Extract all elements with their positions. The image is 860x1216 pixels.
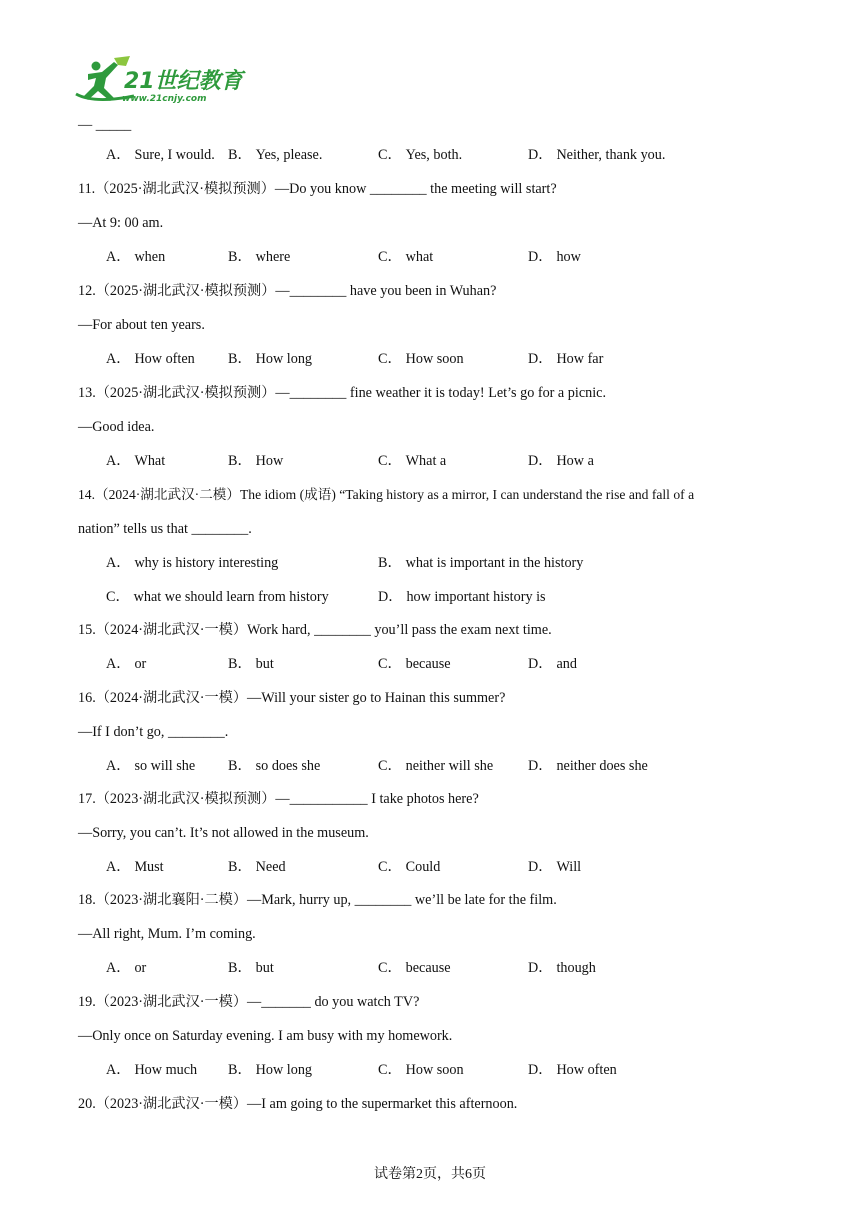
q10-answer-line: — _____ bbox=[78, 117, 132, 133]
q16-option-a: A． so will she bbox=[106, 758, 196, 774]
site-logo bbox=[74, 56, 254, 106]
q16-option-b: B． so does she bbox=[228, 758, 321, 774]
q10-option-d: D． Neither, thank you. bbox=[528, 147, 666, 163]
q12-options bbox=[106, 350, 806, 368]
q14-option-d: D． how important history is bbox=[378, 589, 546, 605]
q10-option-b: B． Yes, please. bbox=[228, 147, 323, 163]
q19-option-b: B． How long bbox=[228, 1062, 313, 1078]
q18-option-c: C． because bbox=[378, 960, 451, 976]
q19-option-a: A． How much bbox=[106, 1062, 198, 1078]
q13-reply: —Good idea. bbox=[78, 419, 155, 435]
q11-options bbox=[106, 248, 806, 266]
logo-sub-text: www.21cnjy.com bbox=[122, 94, 207, 104]
q15-option-b: B． but bbox=[228, 656, 274, 672]
q18-stem: 18.（2023·湖北襄阳·二模）—Mark, hurry up, ________ we’ll be late for the film. bbox=[78, 892, 557, 908]
q14-stem-cont: nation” tells us that ________. bbox=[78, 521, 252, 537]
q14-options-ab bbox=[106, 554, 806, 572]
q19-options bbox=[106, 1061, 806, 1079]
q15-option-d: D． and bbox=[528, 656, 577, 672]
q10-option-a: A． Sure, I would. bbox=[106, 147, 215, 163]
q11-option-d: D． how bbox=[528, 249, 581, 265]
q11-option-a: A． when bbox=[106, 249, 166, 265]
logo-main-text: 21世纪教育 bbox=[124, 69, 243, 94]
q17-option-a: A． Must bbox=[106, 859, 164, 875]
q18-options bbox=[106, 959, 806, 977]
q16-stem: 16.（2024·湖北武汉·一模）—Will your sister go to Hainan this summer? bbox=[78, 690, 506, 706]
q15-stem: 15.（2024·湖北武汉·一模）Work hard, ________ you’ll pass the exam next time. bbox=[78, 622, 552, 638]
q18-option-d: D． though bbox=[528, 960, 596, 976]
q14-stem: 14.（2024·湖北武汉·二模）The idiom (成语) “Taking history as a mirror, I can understand the rise and fall of a bbox=[78, 487, 695, 502]
q15-option-a: A． or bbox=[106, 656, 147, 672]
running-person-icon bbox=[74, 56, 254, 106]
q10-option-c: C． Yes, both. bbox=[378, 147, 463, 163]
q14-options-cd bbox=[106, 588, 806, 606]
q15-options bbox=[106, 655, 806, 673]
q13-option-d: D． How a bbox=[528, 453, 594, 469]
q17-option-d: D． Will bbox=[528, 859, 582, 875]
q13-stem: 13.（2025·湖北武汉·模拟预测）—________ fine weather it is today! Let’s go for a picnic. bbox=[78, 385, 606, 401]
q14-option-b: B． what is important in the history bbox=[378, 555, 584, 571]
q13-option-c: C． What a bbox=[378, 453, 447, 469]
q12-stem: 12.（2025·湖北武汉·模拟预测）—________ have you been in Wuhan? bbox=[78, 283, 497, 299]
q16-options bbox=[106, 757, 806, 775]
q19-reply: —Only once on Saturday evening. I am busy with my homework. bbox=[78, 1028, 453, 1044]
q12-option-d: D． How far bbox=[528, 351, 604, 367]
q13-options bbox=[106, 452, 806, 470]
q11-option-b: B． where bbox=[228, 249, 291, 265]
q19-option-d: D． How often bbox=[528, 1062, 617, 1078]
page-footer: 试卷第2页，共6页 bbox=[374, 1167, 486, 1182]
q13-option-b: B． How bbox=[228, 453, 284, 469]
q15-option-c: C． because bbox=[378, 656, 451, 672]
q19-stem: 19.（2023·湖北武汉·一模）—_______ do you watch TV? bbox=[78, 994, 420, 1010]
q17-stem: 17.（2023·湖北武汉·模拟预测）—___________ I take photos here? bbox=[78, 791, 479, 807]
q18-reply: —All right, Mum. I’m coming. bbox=[78, 926, 256, 942]
q11-option-c: C． what bbox=[378, 249, 434, 265]
q17-option-b: B． Need bbox=[228, 859, 286, 875]
q16-option-d: D． neither does she bbox=[528, 758, 648, 774]
q12-option-b: B． How long bbox=[228, 351, 313, 367]
q10-options bbox=[106, 146, 806, 164]
q12-option-c: C． How soon bbox=[378, 351, 464, 367]
q16-option-c: C． neither will she bbox=[378, 758, 494, 774]
q13-option-a: A． What bbox=[106, 453, 166, 469]
q17-options bbox=[106, 858, 806, 876]
q14-option-c: C． what we should learn from history bbox=[106, 589, 329, 605]
q17-option-c: C． Could bbox=[378, 859, 441, 875]
q19-option-c: C． How soon bbox=[378, 1062, 464, 1078]
q20-stem: 20.（2023·湖北武汉·一模）—I am going to the supermarket this afternoon. bbox=[78, 1096, 518, 1112]
q11-reply: —At 9: 00 am. bbox=[78, 215, 164, 231]
q16-reply: —If I don’t go, ________. bbox=[78, 724, 229, 740]
q12-reply: —For about ten years. bbox=[78, 317, 205, 333]
q11-stem: 11.（2025·湖北武汉·模拟预测）—Do you know ________ the meeting will start? bbox=[78, 181, 557, 197]
q17-reply: —Sorry, you can’t. It’s not allowed in the museum. bbox=[78, 825, 369, 841]
q14-option-a: A． why is history interesting bbox=[106, 555, 279, 571]
q12-option-a: A． How often bbox=[106, 351, 195, 367]
q18-option-a: A． or bbox=[106, 960, 147, 976]
q18-option-b: B． but bbox=[228, 960, 274, 976]
